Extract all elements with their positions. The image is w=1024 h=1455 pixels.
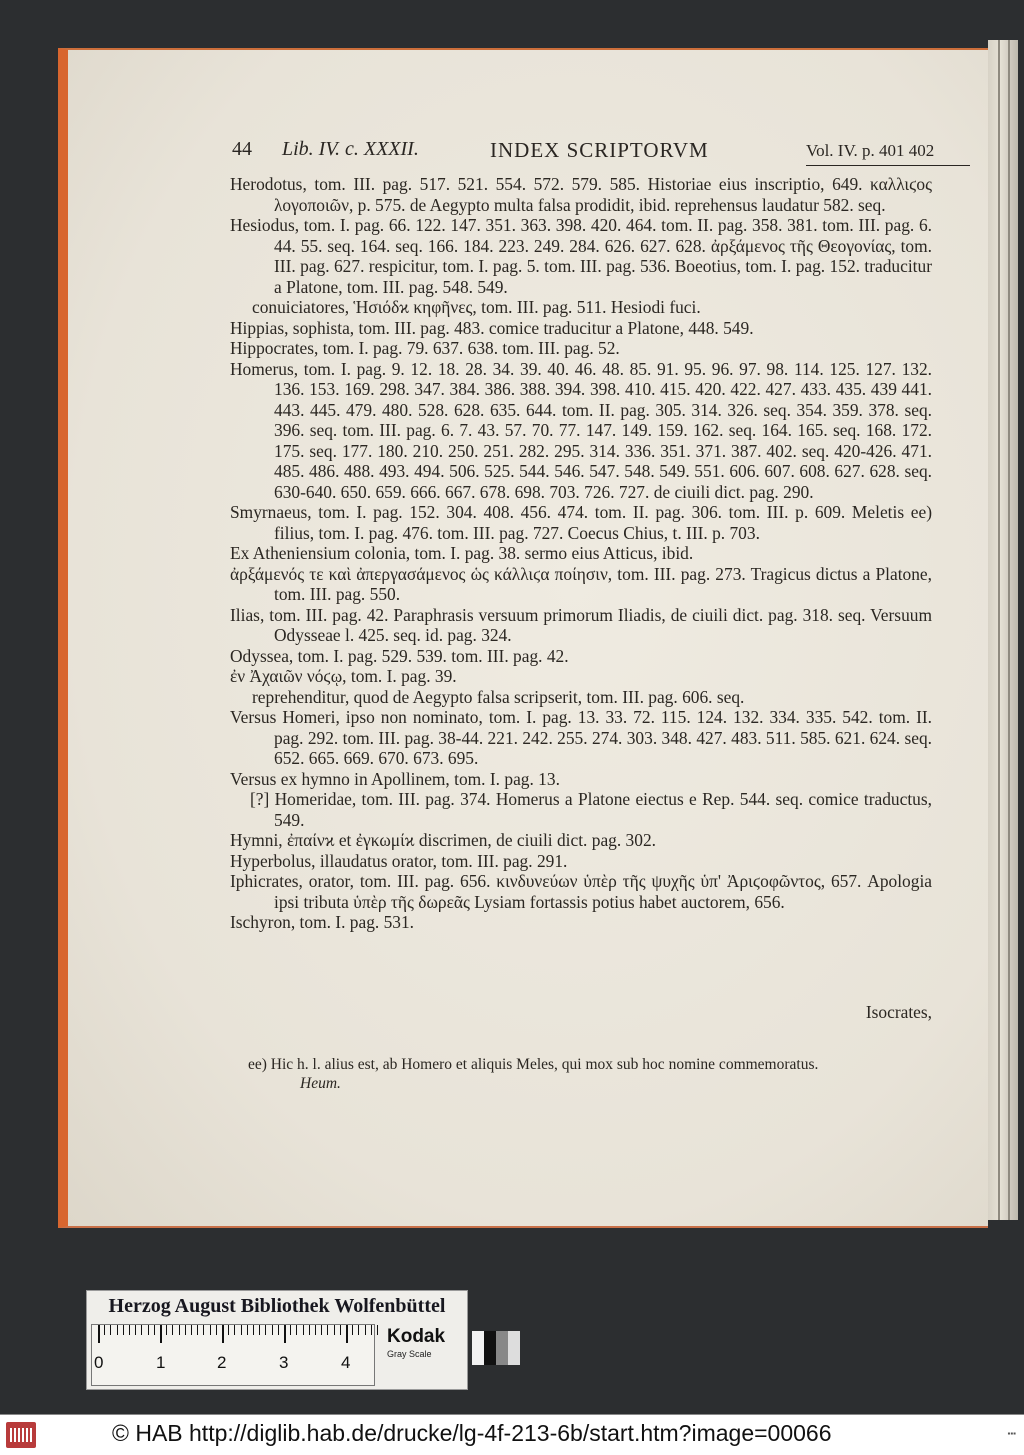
ruler-tick [191, 1325, 192, 1335]
page-title: INDEX SCRIPTORVM [490, 138, 709, 162]
index-body [230, 174, 932, 933]
index-entry: ἐν Ἀχαιῶν νόϛῳ, tom. I. pag. 39. [230, 666, 457, 686]
gray-swatch [508, 1331, 520, 1365]
ruler-tick [172, 1325, 173, 1335]
ruler-number: 2 [217, 1353, 227, 1372]
index-entry: Hippias, sophista, tom. III. pag. 483. comice traducitur a Platone, 448. 549. [230, 317, 754, 338]
ruler-tick [129, 1325, 130, 1335]
ruler-tick [358, 1325, 359, 1335]
ruler-tick [135, 1325, 136, 1335]
index-entry: [?] Homeridae, tom. III. pag. 374. Homerus a Platone eiectus e Rep. 544. seq. comice traductus, 549. [250, 789, 932, 830]
ruler-tick [123, 1325, 124, 1335]
gray-swatch [484, 1331, 496, 1365]
adjacent-page-edge [988, 40, 1018, 1220]
footer-mark: ▪▪▪ [1007, 1429, 1016, 1438]
index-entry: Ilias, tom. III. pag. 42. Paraphrasis versuum primorum Iliadis, de ciuili dict. pag. 318. seq. Versuum Odysseae l. 425. seq. id. pag. 324. [230, 604, 932, 645]
index-entry: Odyssea, tom. I. pag. 529. 539. tom. III. pag. 42. [230, 645, 569, 666]
ruler-tick [154, 1325, 155, 1335]
ruler-tick [110, 1325, 111, 1335]
ruler-tick [210, 1325, 211, 1335]
index-entry: ἀρξάμενός τε καὶ ἀπεργασάμενος ὡς κάλλιϛα ποίησιν, tom. III. pag. 273. Tragicus dictus a Platone, tom. III. pag. 550. [230, 563, 932, 604]
ruler-tick [117, 1325, 118, 1335]
scale-ruler [91, 1324, 375, 1386]
gray-swatch [496, 1331, 508, 1365]
ruler-tick [321, 1325, 322, 1335]
ruler-tick [141, 1325, 142, 1335]
footnote-line: ee) Hic h. l. alius est, ab Homero et aliquis Meles, qui mox sub hoc nomine commemoratus. [248, 1056, 819, 1073]
kodak-logo: Kodak [387, 1326, 446, 1347]
ruler-tick [203, 1325, 204, 1335]
hab-logo-icon [6, 1422, 36, 1448]
ruler-tick [98, 1325, 100, 1343]
ruler-tick [352, 1325, 353, 1335]
library-color-card [86, 1290, 468, 1390]
footer-bar [0, 1414, 1024, 1455]
ruler-tick [303, 1325, 304, 1335]
index-entry: conuiciatores, Ἡσιόδϰ κηφῆνες, tom. III. pag. 511. Hesiodi fuci. [252, 297, 701, 317]
ruler-tick [365, 1325, 366, 1335]
ruler-tick [371, 1325, 372, 1335]
ruler-tick [259, 1325, 260, 1335]
gray-swatch [472, 1331, 484, 1365]
ruler-tick [309, 1325, 310, 1335]
index-entry: Ischyron, tom. I. pag. 531. [230, 912, 415, 932]
volume-reference: Vol. IV. p. 401 402 [806, 141, 935, 160]
ruler-tick [179, 1325, 180, 1335]
ruler-tick [377, 1325, 378, 1335]
ruler-tick [253, 1325, 254, 1335]
index-entry: Hymni, ἐπαίνϰ et ἐγκωμίϰ discrimen, de ciuili dict. pag. 302. [230, 830, 656, 850]
book-chapter-ref: Lib. IV. c. XXXII. [282, 138, 419, 160]
ruler-tick [185, 1325, 186, 1335]
volume-underline [806, 165, 970, 166]
ruler-tick [222, 1325, 224, 1343]
page-number: 44 [232, 138, 252, 160]
footnote [248, 1055, 932, 1093]
ruler-tick [327, 1325, 328, 1335]
ruler-tick [296, 1325, 297, 1335]
ruler-tick [334, 1325, 335, 1335]
ruler-tick [272, 1325, 273, 1335]
page-edge-line [998, 40, 1000, 1220]
ruler-tick [166, 1325, 167, 1335]
ruler-tick [234, 1325, 235, 1335]
index-entry: Hyperbolus, illaudatus orator, tom. III. pag. 291. [230, 850, 568, 871]
ruler-tick [340, 1325, 341, 1335]
index-entry: Versus Homeri, ipso non nominato, tom. I. pag. 13. 33. 72. 115. 124. 132. 334. 335. 542. tom. II. pag. 292. tom. III. pag. 38-44. 221. 242. 255. 274. 303. 348. 427. 483. 511. 585. 621. 624. seq. 652. 665. 669. 670. 673. 695. [230, 707, 932, 768]
page-edge-line [1008, 40, 1010, 1220]
index-entry: Ex Atheniensium colonia, tom. I. pag. 38. sermo eius Atticus, ibid. [230, 543, 694, 563]
ruler-tick [228, 1325, 229, 1335]
library-name: Herzog August Bibliothek Wolfenbüttel [108, 1295, 446, 1317]
footer-url[interactable]: © HAB http://diglib.hab.de/drucke/lg-4f-213-6b/start.htm?image=00066 [112, 1420, 832, 1446]
ruler-tick [284, 1325, 286, 1343]
ruler-tick [241, 1325, 242, 1335]
index-entry: Hesiodus, tom. I. pag. 66. 122. 147. 351. 363. 398. 420. 464. tom. II. pag. 358. 381. tom. III. pag. 6. 44. 55. seq. 164. seq. 166. 184. 223. 249. 284. 626. 627. 628. ἀρξάμενος τῆς Θεογονίας, tom. III. pag. 627. respicitur, tom. I. pag. 5. tom. III. pag. 536. Boeotius, tom. I. pag. 152. traducitur a Platone, tom. III. pag. 548. 549. [230, 215, 932, 297]
ruler-tick [148, 1325, 149, 1335]
ruler-tick [247, 1325, 248, 1335]
kodak-gray-scale-label: Gray Scale [387, 1349, 432, 1359]
index-entry: Homerus, tom. I. pag. 9. 12. 18. 28. 34. 39. 40. 46. 48. 85. 91. 95. 96. 97. 98. 114. 125. 127. 132. 136. 153. 169. 298. 347. 384. 386. 388. 394. 398. 410. 415. 420. 422. 427. 433. 435. 439 441. 443. 445. 479. 480. 528. 628. 635. 644. tom. II. pag. 305. 314. 326. seq. 354. 359. 378. seq. 396. seq. tom. III. pag. 6. 7. 43. 57. 70. 77. 147. 149. 159. 162. seq. 164. 165. seq. 168. 172. 175. seq. 177. 180. 210. 250. 251. 282. 295. 314. 336. 351. 371. 387. 402. seq. 420-426. 471. 485. 486. 488. 493. 494. 506. 525. 544. 546. 547. 548. 549. 551. 606. 607. 608. 627. 628. seq. 630-640. 650. 659. 666. 667. 678. 698. 703. 726. 727. de ciuili dict. pag. 290. [230, 358, 932, 502]
running-header [232, 138, 935, 166]
footnote-line: Heum. [300, 1075, 341, 1092]
ruler-tick [278, 1325, 279, 1335]
ruler-tick [160, 1325, 162, 1343]
index-entry: Iphicrates, orator, tom. III. pag. 656. κινδυνεύων ὑπὲρ τῆς ψυχῆς ὑπ' Ἀριϛοφῶντος, 657. Apologia ipsi tributa ὑπὲρ τῆς δωρεᾶς Lysiam fortassis potius habet auctorem, 656. [230, 871, 932, 912]
catchword: Isocrates, [865, 1002, 932, 1022]
gray-scale-swatches [472, 1331, 520, 1365]
index-entry: reprehenditur, quod de Aegypto falsa scripserit, tom. III. pag. 606. seq. [252, 686, 745, 707]
ruler-tick [290, 1325, 291, 1335]
ruler-tick [265, 1325, 266, 1335]
index-entry: Versus ex hymno in Apollinem, tom. I. pag. 13. [230, 768, 560, 789]
ruler-tick [216, 1325, 217, 1335]
ruler-tick [197, 1325, 198, 1335]
ruler-tick [315, 1325, 316, 1335]
ruler-number: 3 [279, 1353, 289, 1372]
index-entry: Smyrnaeus, tom. I. pag. 152. 304. 408. 456. 474. tom. II. pag. 306. tom. III. p. 609. Meletis ee) filius, tom. I. pag. 476. tom. III. pag. 727. Coecus Chius, t. III. p. 703. [230, 502, 932, 543]
index-entry: Hippocrates, tom. I. pag. 79. 637. 638. tom. III. pag. 52. [230, 338, 620, 358]
ruler-number: 4 [341, 1353, 351, 1372]
ruler-number: 1 [156, 1353, 166, 1372]
ruler-tick [104, 1325, 105, 1335]
ruler-tick [346, 1325, 348, 1343]
index-entry: Herodotus, tom. III. pag. 517. 521. 554. 572. 579. 585. Historiae eius inscriptio, 649. καλλιϛος λογοποιῶν, p. 575. de Aegypto multa falsa prodidit, ibid. reprehensus laudatur 582. seq. [230, 174, 932, 215]
ruler-number: 0 [94, 1353, 104, 1372]
